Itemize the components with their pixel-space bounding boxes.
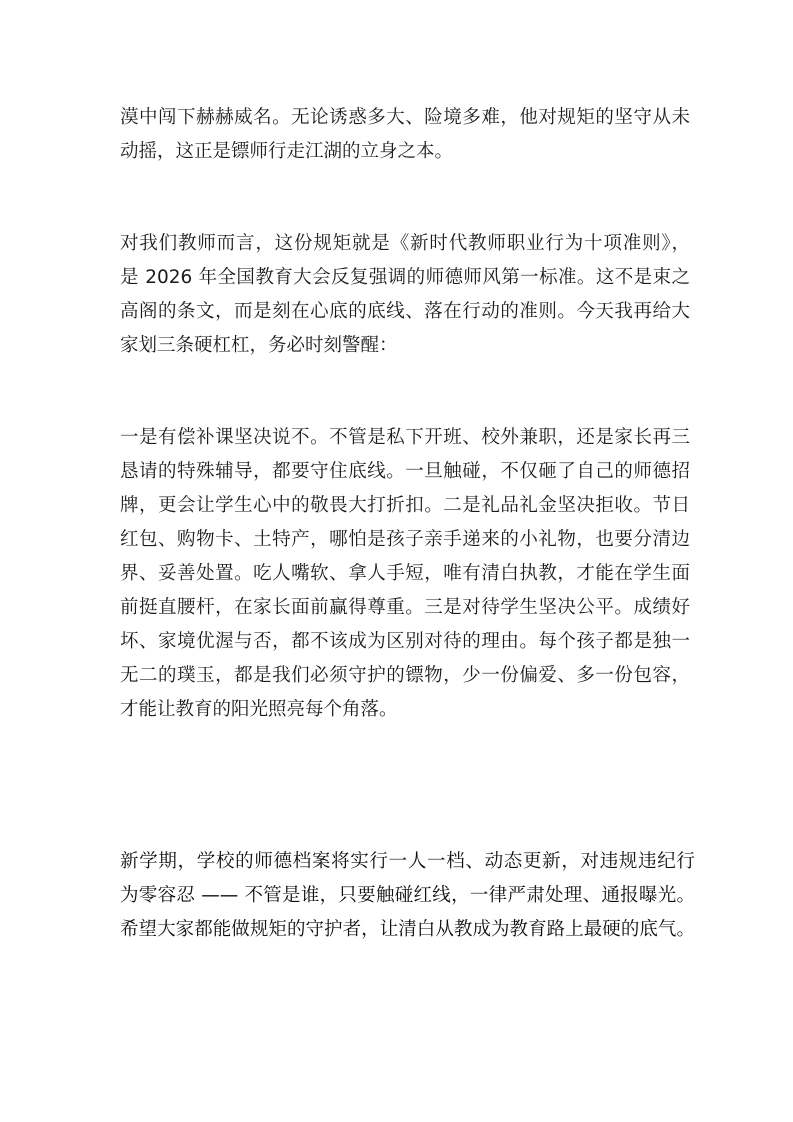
paragraph-4	[120, 845, 695, 947]
paragraph-line: 恳请的特殊辅导，都要守住底线。一旦触碰，不仅砸了自己的师德招	[120, 461, 690, 482]
paragraph-line: 是 2026 年全国教育大会反复强调的师德师风第一标准。这不是束之	[120, 267, 690, 288]
paragraph-line: 希望大家都能做规矩的守护者，让清白从教成为教育路上最硬的底气。	[120, 919, 695, 940]
paragraph-line: 新学期，学校的师德档案将实行一人一档、动态更新，对违规违纪行	[120, 851, 695, 872]
paragraph-line: 一是有偿补课坚决说不。不管是私下开班、校外兼职，还是家长再三	[120, 427, 690, 448]
paragraph-line: 家划三条硬杠杠，务必时刻警醒：	[120, 335, 398, 356]
paragraph-line: 前挺直腰杆，在家长面前赢得尊重。三是对待学生坚决公平。成绩好	[120, 597, 690, 618]
paragraph-2	[120, 227, 690, 363]
paragraph-line: 界、妥善处置。吃人嘴软、拿人手短，唯有清白执教，才能在学生面	[120, 563, 690, 584]
paragraph-line: 无二的璞玉，都是我们必须守护的镖物，少一份偏爱、多一份包容，	[120, 665, 690, 686]
paragraph-line: 高阁的条文，而是刻在心底的底线、落在行动的准则。今天我再给大	[120, 301, 690, 322]
paragraph-3	[120, 421, 690, 727]
paragraph-line: 动摇，这正是镖师行走江湖的立身之本。	[120, 141, 454, 162]
paragraph-line: 漠中闯下赫赫威名。无论诱惑多大、险境多难，他对规矩的坚守从未	[120, 107, 690, 128]
paragraph-1	[120, 101, 690, 169]
paragraph-line: 才能让教育的阳光照亮每个角落。	[120, 699, 398, 720]
paragraph-line: 为零容忍 —— 不管是谁，只要触碰红线，一律严肃处理、通报曝光。	[120, 885, 695, 906]
paragraph-line: 坏、家境优渥与否，都不该成为区别对待的理由。每个孩子都是独一	[120, 631, 690, 652]
paragraph-line: 红包、购物卡、土特产，哪怕是孩子亲手递来的小礼物，也要分清边	[120, 529, 690, 550]
paragraph-line: 对我们教师而言，这份规矩就是《新时代教师职业行为十项准则》，	[120, 233, 690, 254]
paragraph-line: 牌，更会让学生心中的敬畏大打折扣。二是礼品礼金坚决拒收。节日	[120, 495, 690, 516]
